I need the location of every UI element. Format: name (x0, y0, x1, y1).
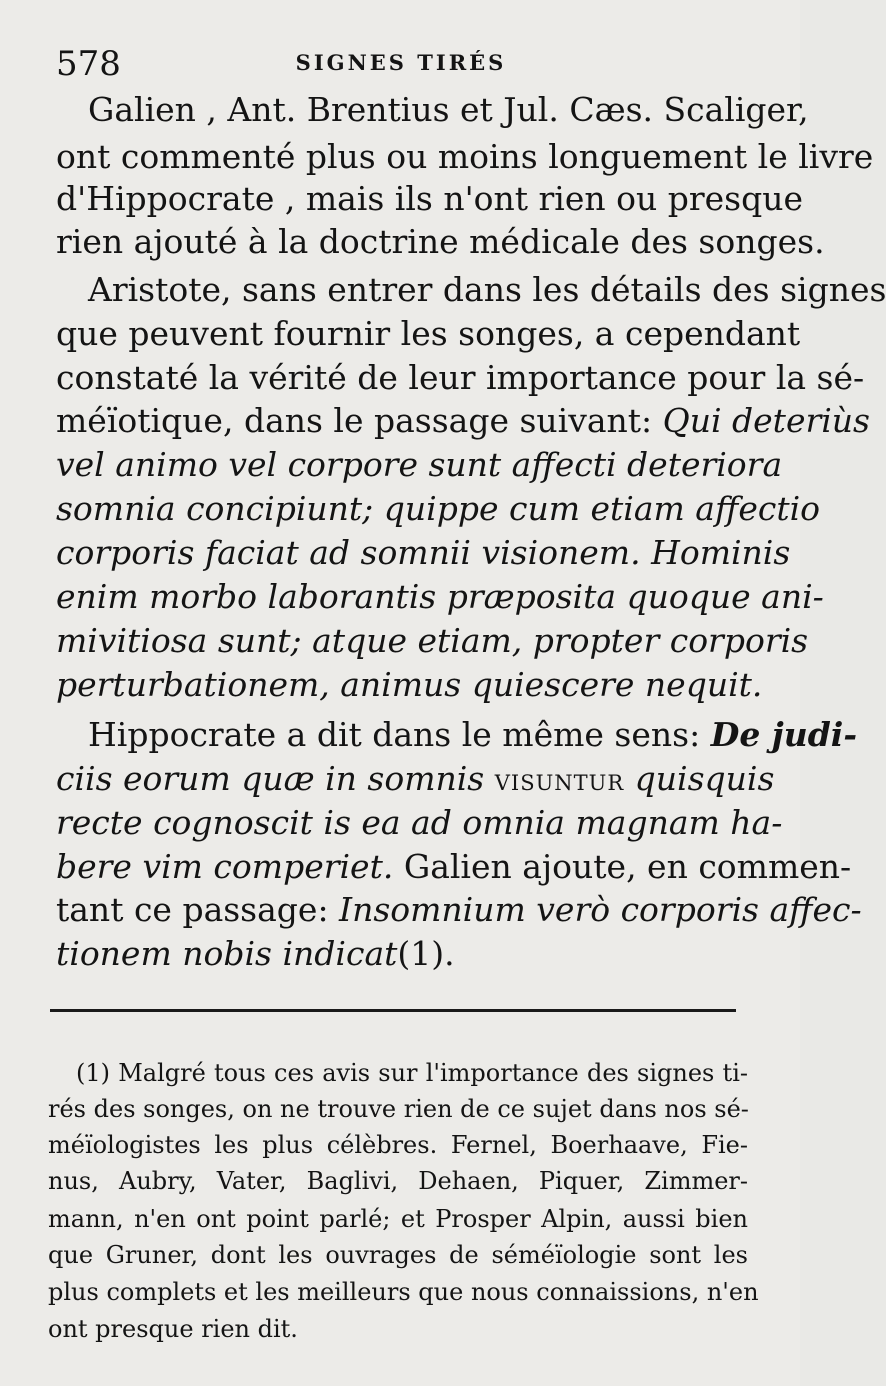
body-line: enim morbo laborantis præposita quoque ani- (56, 577, 824, 616)
footnote-line: ont presque rien dit. (48, 1315, 298, 1343)
footnote-line: que Gruner, dont les ouvrages de séméïologie sont les (48, 1241, 748, 1269)
body-line: Hippocrate a dit dans le même sens: De judi- (88, 715, 858, 754)
body-line: constaté la vérité de leur importance pour la sé- (56, 358, 865, 397)
body-line: ciis eorum quæ in somnis visuntur quisquis (56, 759, 775, 798)
body-line: que peuvent fournir les songes, a cependant (56, 314, 801, 353)
body-line: perturbationem, animus quiescere nequit. (56, 665, 763, 704)
footnote-line: mann, n'en ont point parlé; et Prosper Alpin, aussi bien (48, 1205, 748, 1233)
body-line: ont commenté plus ou moins longuement le livre (56, 137, 874, 176)
footnote-line: nus, Aubry, Vater, Baglivi, Dehaen, Piquer, Zimmer- (48, 1167, 748, 1195)
footnote-line: (1) Malgré tous ces avis sur l'importance des signes ti- (76, 1059, 748, 1087)
footnote-line: plus complets et les meilleurs que nous connaissions, n'en (48, 1278, 759, 1306)
body-line: somnia concipiunt; quippe cum etiam affectio (56, 489, 821, 528)
body-line: recte cognoscit is ea ad omnia magnam ha- (56, 803, 783, 842)
footnote-line: rés des songes, on ne trouve rien de ce sujet dans nos sé- (48, 1095, 749, 1123)
body-line: mivitiosa sunt; atque etiam, propter corporis (56, 621, 809, 660)
body-line: tant ce passage: Insomnium verò corporis affec- (56, 890, 862, 929)
body-line: tionem nobis indicat(1). (56, 934, 455, 973)
body-line: méïotique, dans le passage suivant: Qui deteriùs (56, 401, 870, 440)
body-line: d'Hippocrate , mais ils n'ont rien ou presque (56, 179, 803, 218)
body-line: Aristote, sans entrer dans les détails des signes (88, 270, 886, 309)
footnote-rule (50, 1009, 736, 1012)
body-line: corporis faciat ad somnii visionem. Hominis (56, 533, 791, 572)
page-number: 578 (56, 44, 121, 84)
body-line: vel animo vel corpore sunt affecti deteriora (56, 445, 783, 484)
body-line: bere vim comperiet. Galien ajoute, en commen- (56, 847, 852, 886)
body-line: rien ajouté à la doctrine médicale des songes. (56, 222, 825, 261)
footnote-line: méïologistes les plus célèbres. Fernel, Boerhaave, Fie- (48, 1131, 748, 1159)
page-header (56, 44, 746, 84)
running-head: SIGNES TIRÉS (295, 50, 507, 75)
body-line: Galien , Ant. Brentius et Jul. Cæs. Scaliger, (88, 90, 809, 129)
